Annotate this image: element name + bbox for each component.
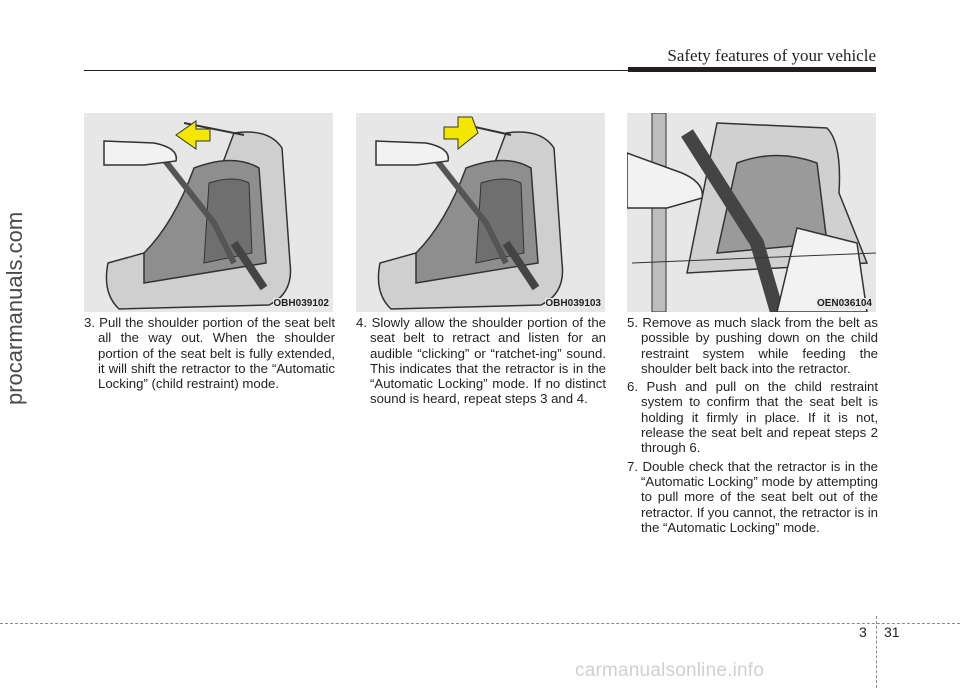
step-3: 3. Pull the shoulder portion of the seat belt all the way out. When the shoulder portion of the seat belt is fully extended, it will shift the retractor to the “Automatic Locking” (child restraint) mode. xyxy=(84,315,335,392)
page-section-number: 3 xyxy=(859,624,867,640)
seat-belt-illustration xyxy=(84,113,333,312)
step-4: 4. Slowly allow the shoulder portion of the seat belt to retract and listen for an audible “clicking” or “ratchet-ing” sound. This indicates that the retractor is in the “Automatic Locking” mode. If no distinct sound is heard, repeat steps 3 and 4. xyxy=(356,315,606,407)
bottom-watermark: carmanualsonline.info xyxy=(575,660,765,681)
seat-belt-illustration xyxy=(627,113,876,312)
figure-pull-shoulder-belt xyxy=(84,113,333,312)
figure-code: OBH039103 xyxy=(545,298,601,309)
step-5: 5. Remove as much slack from the belt as possible by pushing down on the child restraint system while feeding the shoulder belt back into the retractor. xyxy=(627,315,878,376)
side-watermark: procarmanuals.com xyxy=(2,211,27,405)
instruction-column-2 xyxy=(356,315,606,407)
instruction-column-3 xyxy=(627,315,878,535)
step-6: 6. Push and pull on the child restraint system to confirm that the seat belt is holding it firmly in place. If it is not, release the seat belt and repeat steps 2 through 6. xyxy=(627,379,878,456)
footer-rule xyxy=(0,623,960,624)
page-number: 31 xyxy=(884,624,900,640)
figure-code: OEN036104 xyxy=(816,298,872,309)
figure-code: OBH039102 xyxy=(273,298,329,309)
figure-remove-slack xyxy=(627,113,876,312)
page-number-divider xyxy=(876,616,877,688)
seat-belt-illustration xyxy=(356,113,605,312)
figure-retract-belt xyxy=(356,113,605,312)
instruction-column-1 xyxy=(84,315,335,391)
page-header-title: Safety features of your vehicle xyxy=(667,46,876,65)
step-7: 7. Double check that the retractor is in the “Automatic Locking” mode by attempting to pull more of the seat belt out of the retractor. If you cannot, the retractor is in the “Automatic Locking” mode. xyxy=(627,458,878,535)
header-rule-accent xyxy=(628,67,876,72)
